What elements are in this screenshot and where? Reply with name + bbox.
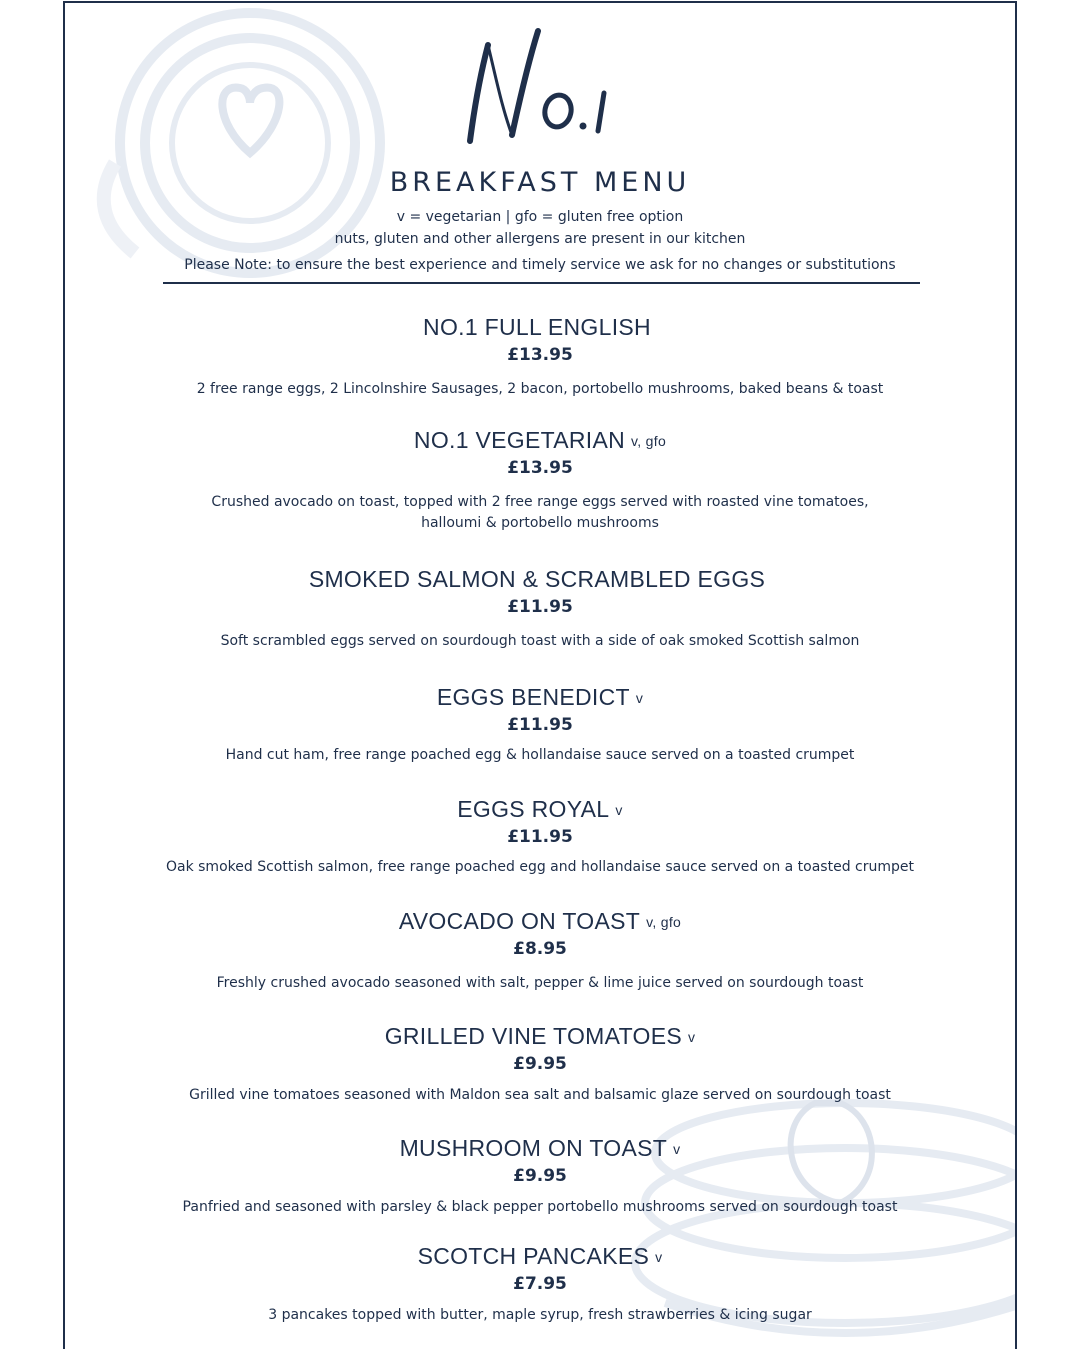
page-title: BREAKFAST MENU: [389, 167, 691, 198]
menu-item: [65, 426, 1015, 534]
item-price: £11.95: [507, 827, 573, 847]
item-description: Freshly crushed avocado seasoned with salt, pepper & lime juice served on sourdough toast: [216, 975, 864, 991]
menu-item: [65, 683, 1015, 766]
menu-item: [65, 795, 1015, 878]
item-description: 2 free range eggs, 2 Lincolnshire Sausages, 2 bacon, portobello mushrooms, baked beans & toast: [196, 381, 884, 397]
item-name: AVOCADO ON TOAST: [398, 908, 641, 934]
item-price: £7.95: [513, 1274, 567, 1294]
item-tags: v: [655, 1249, 663, 1265]
item-tags: v: [687, 1029, 696, 1045]
header-divider: [163, 282, 920, 284]
item-tags: v, gfo: [646, 914, 682, 930]
menu-page: [63, 1, 1017, 1349]
item-description: 3 pancakes topped with butter, maple syrup, fresh strawberries & icing sugar: [268, 1307, 812, 1323]
item-description: Grilled vine tomatoes seasoned with Maldon sea salt and balsamic glaze served on sourdough toast: [189, 1087, 891, 1103]
menu-item: [65, 1242, 1015, 1326]
item-description: Oak smoked Scottish salmon, free range poached egg and hollandaise sauce served on a toasted crumpet: [165, 859, 914, 875]
item-tags: v: [635, 690, 644, 706]
item-tags: v: [673, 1141, 681, 1157]
logo: [65, 23, 1015, 152]
item-description: [65, 492, 1015, 534]
logo-script-icon: [440, 23, 640, 148]
allergen-notice: nuts, gluten and other allergens are present in our kitchen: [334, 231, 746, 247]
item-description: Panfried and seasoned with parsley & black pepper portobello mushrooms served on sourdough toast: [182, 1199, 898, 1215]
item-name: GRILLED VINE TOMATOES: [384, 1023, 682, 1049]
item-price: £13.95: [507, 345, 573, 365]
menu-item: [65, 907, 1015, 994]
item-name: MUSHROOM ON TOAST: [399, 1135, 668, 1161]
item-tags: v: [615, 802, 623, 818]
diet-legend: v = vegetarian | gfo = gluten free option: [396, 209, 684, 225]
menu-item: [65, 1134, 1015, 1218]
service-note: Please Note: to ensure the best experience and timely service we ask for no changes or substitutions: [184, 257, 896, 273]
item-price: £8.95: [513, 939, 567, 959]
item-description-line: halloumi & portobello mushrooms: [421, 515, 659, 531]
item-description-line: Crushed avocado on toast, topped with 2 free range eggs served with roasted vine tomatoes,: [211, 494, 869, 510]
item-name: SMOKED SALMON & SCRAMBLED EGGS: [308, 566, 766, 592]
item-price: £9.95: [513, 1166, 567, 1186]
item-tags: v, gfo: [631, 433, 667, 449]
item-price: £9.95: [513, 1054, 567, 1074]
item-name: SCOTCH PANCAKES: [417, 1243, 650, 1269]
item-name: EGGS ROYAL: [457, 796, 610, 822]
item-price: £11.95: [507, 597, 573, 617]
item-name: NO.1 FULL ENGLISH: [423, 314, 651, 340]
menu-item: [65, 1022, 1015, 1106]
item-name: NO.1 VEGETARIAN: [413, 427, 626, 453]
item-price: £11.95: [507, 715, 573, 735]
menu-item: [65, 565, 1015, 652]
item-description: Hand cut ham, free range poached egg & hollandaise sauce served on a toasted crumpet: [225, 747, 855, 763]
item-price: £13.95: [507, 458, 573, 478]
item-name: EGGS BENEDICT: [436, 684, 630, 710]
menu-item: [65, 313, 1015, 400]
item-description: Soft scrambled eggs served on sourdough toast with a side of oak smoked Scottish salmon: [220, 633, 860, 649]
